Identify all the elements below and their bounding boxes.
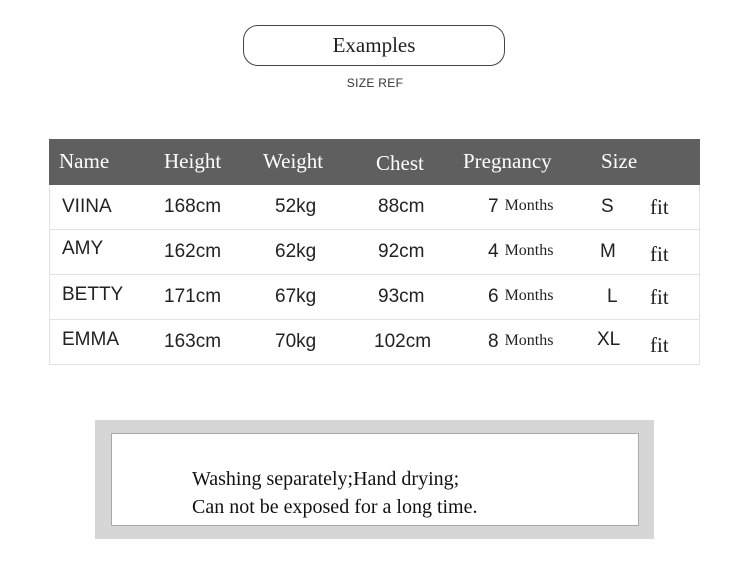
care-line-1: Washing separately;Hand drying; bbox=[192, 468, 460, 490]
pregnancy-unit: Months bbox=[504, 197, 554, 214]
cell-pregnancy bbox=[488, 230, 553, 274]
pregnancy-number: 8 bbox=[488, 331, 499, 352]
table-row bbox=[50, 275, 699, 320]
cell-fit: fit bbox=[650, 242, 669, 266]
table-row bbox=[50, 185, 699, 230]
table-header bbox=[49, 139, 700, 185]
cell-height: 162cm bbox=[164, 241, 222, 262]
header-pregnancy: Pregnancy bbox=[463, 149, 552, 173]
header-chest: Chest bbox=[376, 151, 424, 175]
table-body bbox=[50, 185, 699, 364]
cell-height: 171cm bbox=[164, 286, 222, 307]
table-row bbox=[50, 230, 699, 275]
cell-pregnancy bbox=[488, 320, 553, 364]
cell-fit: fit bbox=[650, 333, 669, 357]
pregnancy-number: 4 bbox=[488, 241, 499, 262]
cell-chest: 102cm bbox=[374, 331, 432, 352]
cell-height: 163cm bbox=[164, 331, 222, 352]
size-ref-subtitle: SIZE REF bbox=[346, 76, 404, 90]
cell-pregnancy bbox=[488, 275, 553, 319]
header-name: Name bbox=[59, 149, 110, 173]
pregnancy-number: 7 bbox=[488, 196, 499, 217]
cell-weight: 62kg bbox=[275, 241, 317, 262]
cell-name: EMMA bbox=[62, 329, 119, 350]
care-line-2: Can not be exposed for a long time. bbox=[192, 496, 478, 518]
cell-chest: 92cm bbox=[378, 241, 425, 262]
cell-name: VIINA bbox=[62, 196, 112, 217]
pregnancy-unit: Months bbox=[504, 287, 554, 304]
cell-size: M bbox=[600, 241, 616, 262]
cell-chest: 88cm bbox=[378, 196, 425, 217]
header-size: Size bbox=[601, 149, 638, 173]
cell-pregnancy bbox=[488, 185, 553, 229]
care-instructions-panel bbox=[95, 420, 654, 539]
header-weight: Weight bbox=[263, 149, 324, 173]
cell-fit: fit bbox=[650, 285, 669, 309]
size-table bbox=[49, 139, 700, 365]
pregnancy-unit: Months bbox=[504, 332, 554, 349]
cell-height: 168cm bbox=[164, 196, 222, 217]
cell-weight: 70kg bbox=[275, 331, 317, 352]
cell-size: XL bbox=[597, 329, 621, 350]
cell-chest: 93cm bbox=[378, 286, 425, 307]
pregnancy-unit: Months bbox=[504, 242, 554, 259]
examples-title bbox=[243, 25, 505, 66]
table-row bbox=[50, 320, 699, 364]
care-instructions-box bbox=[111, 433, 639, 526]
cell-name: AMY bbox=[62, 238, 104, 259]
cell-size: L bbox=[607, 286, 618, 307]
pregnancy-number: 6 bbox=[488, 286, 499, 307]
examples-title-text: Examples bbox=[332, 33, 416, 57]
cell-weight: 67kg bbox=[275, 286, 317, 307]
cell-name: BETTY bbox=[62, 284, 124, 305]
cell-size: S bbox=[601, 196, 614, 217]
header-height: Height bbox=[164, 149, 222, 173]
cell-fit: fit bbox=[650, 195, 669, 219]
cell-weight: 52kg bbox=[275, 196, 317, 217]
